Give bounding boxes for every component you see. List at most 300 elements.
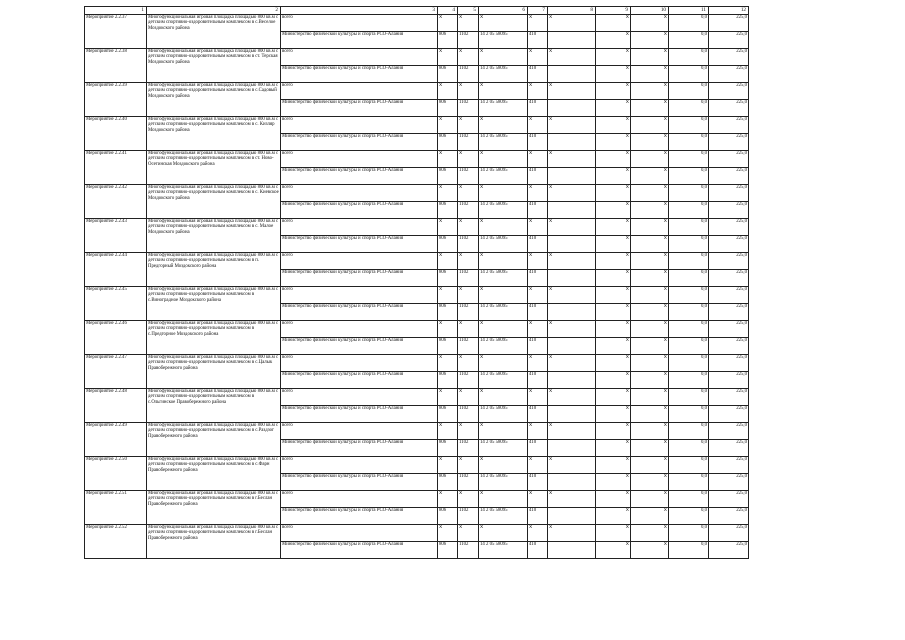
ministry-cell-c5: 14 2 05 58095 bbox=[479, 542, 528, 559]
ministry-cell-c7 bbox=[548, 474, 596, 491]
ministry-cell-c3: 806 bbox=[438, 134, 458, 151]
measure-name: Многофункциональная игровая площадка площадью 800 кв.м с детским спортивно-оздоровительным комплексом в с.Ольгинское Правобережного района bbox=[147, 389, 281, 423]
total-cell-c8: X bbox=[596, 185, 631, 202]
total-cell-c8: X bbox=[596, 525, 631, 542]
ministry-cell-c7 bbox=[548, 66, 596, 83]
ministry-cell-c6: 410 bbox=[528, 372, 548, 389]
measure-name: Многофункциональная игровая площадка площадью 800 кв.м с детским спортивно-оздоровительным комплексом в с.Веселое Моздокского района bbox=[147, 15, 281, 49]
col-number-2: 2 bbox=[147, 7, 281, 15]
total-cell-c10: 0,0 bbox=[669, 253, 709, 270]
ministry-cell-c6: 410 bbox=[528, 304, 548, 321]
row-label-ministry: Министерство физической культуры и спорта РСО-Алания bbox=[281, 372, 438, 389]
ministry-cell-c8: X bbox=[596, 542, 631, 559]
total-cell-c6: X bbox=[528, 83, 548, 100]
ministry-cell-c8: X bbox=[596, 134, 631, 151]
total-cell-c4: X bbox=[458, 457, 479, 474]
ministry-cell-c5: 14 2 05 58095 bbox=[479, 440, 528, 457]
ministry-cell-c6: 410 bbox=[528, 134, 548, 151]
measure-code: Мероприятие 2.2.42 bbox=[85, 185, 147, 219]
ministry-cell-c5: 14 2 05 58095 bbox=[479, 168, 528, 185]
total-cell-c11: 225,0 bbox=[709, 321, 749, 338]
total-cell-c7: X bbox=[548, 389, 596, 406]
measure-name: Многофункциональная игровая площадка площадью 800 кв.м с детским спортивно-оздоровительным комплексом в с. Малое Моздокского района bbox=[147, 219, 281, 253]
total-cell-c9: X bbox=[631, 525, 669, 542]
ministry-cell-c11: 225,0 bbox=[709, 304, 749, 321]
col-number-1: 1 bbox=[85, 7, 147, 15]
total-cell-c5: X bbox=[479, 117, 528, 134]
ministry-cell-c9: X bbox=[631, 508, 669, 525]
ministry-cell-c7 bbox=[548, 406, 596, 423]
total-cell-c6: X bbox=[528, 389, 548, 406]
total-cell-c4: X bbox=[458, 355, 479, 372]
ministry-cell-c3: 806 bbox=[438, 542, 458, 559]
total-cell-c5: X bbox=[479, 491, 528, 508]
ministry-cell-c7 bbox=[548, 202, 596, 219]
total-cell-c3: X bbox=[438, 423, 458, 440]
total-cell-c3: X bbox=[438, 355, 458, 372]
measure-code: Мероприятие 2.2.51 bbox=[85, 491, 147, 525]
ministry-cell-c9: X bbox=[631, 440, 669, 457]
total-cell-c6: X bbox=[528, 287, 548, 304]
table-row bbox=[85, 355, 749, 372]
row-label-ministry: Министерство физической культуры и спорта РСО-Алания bbox=[281, 508, 438, 525]
row-label-ministry: Министерство физической культуры и спорта РСО-Алания bbox=[281, 66, 438, 83]
total-cell-c10: 0,0 bbox=[669, 151, 709, 168]
total-cell-c10: 0,0 bbox=[669, 287, 709, 304]
table-row bbox=[85, 457, 749, 474]
total-cell-c11: 225,0 bbox=[709, 219, 749, 236]
ministry-cell-c3: 806 bbox=[438, 100, 458, 117]
ministry-cell-c8: X bbox=[596, 474, 631, 491]
total-cell-c3: X bbox=[438, 491, 458, 508]
col-number-10: 10 bbox=[631, 7, 669, 15]
ministry-cell-c7 bbox=[548, 32, 596, 49]
total-cell-c11: 225,0 bbox=[709, 355, 749, 372]
total-cell-c7: X bbox=[548, 151, 596, 168]
ministry-cell-c7 bbox=[548, 542, 596, 559]
row-label-ministry: Министерство физической культуры и спорта РСО-Алания bbox=[281, 304, 438, 321]
ministry-cell-c11: 225,0 bbox=[709, 236, 749, 253]
ministry-cell-c5: 14 2 05 58095 bbox=[479, 134, 528, 151]
ministry-cell-c6: 410 bbox=[528, 542, 548, 559]
table-row bbox=[85, 287, 749, 304]
ministry-cell-c3: 806 bbox=[438, 440, 458, 457]
measure-code: Мероприятие 2.2.45 bbox=[85, 287, 147, 321]
total-cell-c8: X bbox=[596, 49, 631, 66]
col-number-8: 8 bbox=[548, 7, 596, 15]
table-row bbox=[85, 491, 749, 508]
row-label-ministry: Министерство физической культуры и спорта РСО-Алания bbox=[281, 542, 438, 559]
total-cell-c3: X bbox=[438, 219, 458, 236]
row-label-ministry: Министерство физической культуры и спорта РСО-Алания bbox=[281, 236, 438, 253]
row-label-ministry: Министерство физической культуры и спорта РСО-Алания bbox=[281, 440, 438, 457]
ministry-cell-c9: X bbox=[631, 100, 669, 117]
ministry-cell-c8: X bbox=[596, 32, 631, 49]
measure-name: Многофункциональная игровая площадка площадью 800 кв.м с детским спортивно-оздоровительным комплексом в с.Предгорное Моздокского района bbox=[147, 321, 281, 355]
ministry-cell-c4: 1102 bbox=[458, 202, 479, 219]
measure-code: Мероприятие 2.2.48 bbox=[85, 389, 147, 423]
ministry-cell-c9: X bbox=[631, 270, 669, 287]
total-cell-c5: X bbox=[479, 355, 528, 372]
total-cell-c4: X bbox=[458, 491, 479, 508]
table-row bbox=[85, 117, 749, 134]
total-cell-c6: X bbox=[528, 151, 548, 168]
ministry-cell-c6: 410 bbox=[528, 168, 548, 185]
ministry-cell-c10: 0,0 bbox=[669, 32, 709, 49]
total-cell-c9: X bbox=[631, 185, 669, 202]
ministry-cell-c8: X bbox=[596, 236, 631, 253]
ministry-cell-c11: 225,0 bbox=[709, 32, 749, 49]
ministry-cell-c5: 14 2 05 58095 bbox=[479, 100, 528, 117]
ministry-cell-c7 bbox=[548, 100, 596, 117]
table-row bbox=[85, 49, 749, 66]
table-row bbox=[85, 219, 749, 236]
ministry-cell-c11: 225,0 bbox=[709, 440, 749, 457]
budget-measures-table-page bbox=[84, 6, 749, 559]
col-number-11: 11 bbox=[669, 7, 709, 15]
total-cell-c4: X bbox=[458, 15, 479, 32]
ministry-cell-c5: 14 2 05 58095 bbox=[479, 474, 528, 491]
total-cell-c10: 0,0 bbox=[669, 83, 709, 100]
total-cell-c9: X bbox=[631, 15, 669, 32]
total-cell-c6: X bbox=[528, 185, 548, 202]
measure-code: Мероприятие 2.2.44 bbox=[85, 253, 147, 287]
total-cell-c6: X bbox=[528, 423, 548, 440]
total-cell-c3: X bbox=[438, 15, 458, 32]
total-cell-c4: X bbox=[458, 219, 479, 236]
ministry-cell-c10: 0,0 bbox=[669, 440, 709, 457]
ministry-cell-c7 bbox=[548, 304, 596, 321]
ministry-cell-c4: 1102 bbox=[458, 168, 479, 185]
total-cell-c3: X bbox=[438, 389, 458, 406]
total-cell-c9: X bbox=[631, 49, 669, 66]
ministry-cell-c11: 225,0 bbox=[709, 542, 749, 559]
ministry-cell-c9: X bbox=[631, 134, 669, 151]
total-cell-c5: X bbox=[479, 83, 528, 100]
total-cell-c5: X bbox=[479, 423, 528, 440]
total-cell-c9: X bbox=[631, 83, 669, 100]
total-cell-c6: X bbox=[528, 253, 548, 270]
total-cell-c10: 0,0 bbox=[669, 525, 709, 542]
ministry-cell-c6: 410 bbox=[528, 66, 548, 83]
ministry-cell-c11: 225,0 bbox=[709, 134, 749, 151]
ministry-cell-c7 bbox=[548, 338, 596, 355]
total-cell-c4: X bbox=[458, 83, 479, 100]
row-label-total: всего bbox=[281, 151, 438, 168]
total-cell-c7: X bbox=[548, 117, 596, 134]
ministry-cell-c5: 14 2 05 58095 bbox=[479, 202, 528, 219]
column-number-row bbox=[85, 7, 749, 15]
row-label-total: всего bbox=[281, 321, 438, 338]
total-cell-c5: X bbox=[479, 151, 528, 168]
total-cell-c9: X bbox=[631, 151, 669, 168]
total-cell-c11: 225,0 bbox=[709, 423, 749, 440]
col-number-6: 6 bbox=[479, 7, 528, 15]
row-label-ministry: Министерство физической культуры и спорта РСО-Алания bbox=[281, 338, 438, 355]
total-cell-c5: X bbox=[479, 321, 528, 338]
measure-name: Многофункциональная игровая площадка площадью 800 кв.м с детским спортивно-оздоровительным комплексом в п. Предгорный Моздокского района bbox=[147, 253, 281, 287]
ministry-cell-c8: X bbox=[596, 338, 631, 355]
total-cell-c11: 225,0 bbox=[709, 525, 749, 542]
total-cell-c6: X bbox=[528, 525, 548, 542]
total-cell-c10: 0,0 bbox=[669, 355, 709, 372]
total-cell-c6: X bbox=[528, 15, 548, 32]
measure-code: Мероприятие 2.2.39 bbox=[85, 83, 147, 117]
ministry-cell-c3: 806 bbox=[438, 508, 458, 525]
measure-code: Мероприятие 2.2.38 bbox=[85, 49, 147, 83]
measure-code: Мероприятие 2.2.37 bbox=[85, 15, 147, 49]
total-cell-c11: 225,0 bbox=[709, 117, 749, 134]
total-cell-c8: X bbox=[596, 423, 631, 440]
total-cell-c6: X bbox=[528, 321, 548, 338]
ministry-cell-c10: 0,0 bbox=[669, 168, 709, 185]
total-cell-c9: X bbox=[631, 253, 669, 270]
ministry-cell-c3: 806 bbox=[438, 236, 458, 253]
ministry-cell-c8: X bbox=[596, 508, 631, 525]
measures-table bbox=[84, 6, 749, 559]
ministry-cell-c6: 410 bbox=[528, 406, 548, 423]
ministry-cell-c7 bbox=[548, 134, 596, 151]
ministry-cell-c6: 410 bbox=[528, 440, 548, 457]
ministry-cell-c8: X bbox=[596, 372, 631, 389]
ministry-cell-c4: 1102 bbox=[458, 372, 479, 389]
ministry-cell-c3: 806 bbox=[438, 372, 458, 389]
total-cell-c3: X bbox=[438, 457, 458, 474]
col-number-5: 5 bbox=[458, 7, 479, 15]
total-cell-c5: X bbox=[479, 525, 528, 542]
ministry-cell-c3: 806 bbox=[438, 168, 458, 185]
ministry-cell-c9: X bbox=[631, 542, 669, 559]
ministry-cell-c3: 806 bbox=[438, 270, 458, 287]
total-cell-c11: 225,0 bbox=[709, 185, 749, 202]
total-cell-c4: X bbox=[458, 117, 479, 134]
total-cell-c10: 0,0 bbox=[669, 389, 709, 406]
total-cell-c4: X bbox=[458, 287, 479, 304]
ministry-cell-c4: 1102 bbox=[458, 236, 479, 253]
total-cell-c8: X bbox=[596, 83, 631, 100]
ministry-cell-c10: 0,0 bbox=[669, 508, 709, 525]
ministry-cell-c11: 225,0 bbox=[709, 66, 749, 83]
measure-name: Многофункциональная игровая площадка площадью 800 кв.м с детским спортивно-оздоровительным комплексом в с.Фарн Правобережного района bbox=[147, 457, 281, 491]
ministry-cell-c11: 225,0 bbox=[709, 168, 749, 185]
ministry-cell-c4: 1102 bbox=[458, 32, 479, 49]
measure-code: Мероприятие 2.2.41 bbox=[85, 151, 147, 185]
row-label-total: всего bbox=[281, 389, 438, 406]
measure-name: Многофункциональная игровая площадка площадью 800 кв.м с детским спортивно-оздоровительным комплексом в г.Беслан Правобережного района bbox=[147, 525, 281, 559]
ministry-cell-c8: X bbox=[596, 440, 631, 457]
ministry-cell-c10: 0,0 bbox=[669, 304, 709, 321]
total-cell-c8: X bbox=[596, 355, 631, 372]
total-cell-c3: X bbox=[438, 151, 458, 168]
total-cell-c10: 0,0 bbox=[669, 491, 709, 508]
total-cell-c5: X bbox=[479, 185, 528, 202]
total-cell-c4: X bbox=[458, 151, 479, 168]
total-cell-c7: X bbox=[548, 219, 596, 236]
ministry-cell-c10: 0,0 bbox=[669, 202, 709, 219]
ministry-cell-c9: X bbox=[631, 236, 669, 253]
ministry-cell-c11: 225,0 bbox=[709, 372, 749, 389]
ministry-cell-c5: 14 2 05 58095 bbox=[479, 338, 528, 355]
row-label-ministry: Министерство физической культуры и спорта РСО-Алания bbox=[281, 270, 438, 287]
total-cell-c4: X bbox=[458, 253, 479, 270]
table-row bbox=[85, 321, 749, 338]
ministry-cell-c3: 806 bbox=[438, 406, 458, 423]
measure-name: Многофункциональная игровая площадка площадью 800 кв.м с детским спортивно-оздоровительным комплексом в с. Киевское Моздокского района bbox=[147, 185, 281, 219]
ministry-cell-c7 bbox=[548, 270, 596, 287]
measure-code: Мероприятие 2.2.52 bbox=[85, 525, 147, 559]
ministry-cell-c9: X bbox=[631, 372, 669, 389]
ministry-cell-c11: 225,0 bbox=[709, 338, 749, 355]
ministry-cell-c4: 1102 bbox=[458, 338, 479, 355]
ministry-cell-c10: 0,0 bbox=[669, 270, 709, 287]
total-cell-c8: X bbox=[596, 389, 631, 406]
row-label-ministry: Министерство физической культуры и спорта РСО-Алания bbox=[281, 100, 438, 117]
measure-code: Мероприятие 2.2.50 bbox=[85, 457, 147, 491]
total-cell-c4: X bbox=[458, 49, 479, 66]
table-row bbox=[85, 15, 749, 32]
total-cell-c11: 225,0 bbox=[709, 457, 749, 474]
table-row bbox=[85, 389, 749, 406]
ministry-cell-c6: 410 bbox=[528, 202, 548, 219]
total-cell-c4: X bbox=[458, 185, 479, 202]
ministry-cell-c9: X bbox=[631, 66, 669, 83]
ministry-cell-c5: 14 2 05 58095 bbox=[479, 66, 528, 83]
table-row bbox=[85, 151, 749, 168]
total-cell-c7: X bbox=[548, 253, 596, 270]
total-cell-c7: X bbox=[548, 525, 596, 542]
row-label-total: всего bbox=[281, 525, 438, 542]
ministry-cell-c9: X bbox=[631, 202, 669, 219]
total-cell-c7: X bbox=[548, 287, 596, 304]
ministry-cell-c10: 0,0 bbox=[669, 406, 709, 423]
ministry-cell-c8: X bbox=[596, 304, 631, 321]
ministry-cell-c4: 1102 bbox=[458, 304, 479, 321]
row-label-ministry: Министерство физической культуры и спорта РСО-Алания bbox=[281, 134, 438, 151]
total-cell-c11: 225,0 bbox=[709, 151, 749, 168]
ministry-cell-c4: 1102 bbox=[458, 440, 479, 457]
row-label-total: всего bbox=[281, 253, 438, 270]
ministry-cell-c7 bbox=[548, 440, 596, 457]
measure-name: Многофункциональная игровая площадка площадью 800 кв.м с детским спортивно-оздоровительным комплексом в с.Виноградное Моздокского района bbox=[147, 287, 281, 321]
col-number-9: 9 bbox=[596, 7, 631, 15]
total-cell-c10: 0,0 bbox=[669, 321, 709, 338]
total-cell-c9: X bbox=[631, 457, 669, 474]
total-cell-c3: X bbox=[438, 525, 458, 542]
total-cell-c4: X bbox=[458, 423, 479, 440]
ministry-cell-c9: X bbox=[631, 32, 669, 49]
ministry-cell-c6: 410 bbox=[528, 270, 548, 287]
ministry-cell-c11: 225,0 bbox=[709, 100, 749, 117]
table-row bbox=[85, 253, 749, 270]
ministry-cell-c3: 806 bbox=[438, 66, 458, 83]
ministry-cell-c10: 0,0 bbox=[669, 474, 709, 491]
total-cell-c5: X bbox=[479, 253, 528, 270]
total-cell-c11: 225,0 bbox=[709, 491, 749, 508]
total-cell-c10: 0,0 bbox=[669, 117, 709, 134]
measure-name: Многофункциональная игровая площадка площадью 800 кв.м с детским спортивно-оздоровительным комплексом в с. Кизляр Моздокского района bbox=[147, 117, 281, 151]
total-cell-c9: X bbox=[631, 117, 669, 134]
measure-name: Многофункциональная игровая площадка площадью 800 кв.м с детским спортивно-оздоровительным комплексом в с.Садовый Моздокского района bbox=[147, 83, 281, 117]
total-cell-c3: X bbox=[438, 83, 458, 100]
row-label-ministry: Министерство физической культуры и спорта РСО-Алания bbox=[281, 168, 438, 185]
total-cell-c7: X bbox=[548, 491, 596, 508]
ministry-cell-c10: 0,0 bbox=[669, 338, 709, 355]
col-number-3: 3 bbox=[281, 7, 438, 15]
row-label-total: всего bbox=[281, 83, 438, 100]
row-label-total: всего bbox=[281, 15, 438, 32]
measure-name: Многофункциональная игровая площадка площадью 800 кв.м с детским спортивно-оздоровительным комплексом в ст. Ново-Осетинская Моздокского района bbox=[147, 151, 281, 185]
ministry-cell-c7 bbox=[548, 168, 596, 185]
ministry-cell-c10: 0,0 bbox=[669, 372, 709, 389]
total-cell-c8: X bbox=[596, 219, 631, 236]
ministry-cell-c11: 225,0 bbox=[709, 508, 749, 525]
ministry-cell-c6: 410 bbox=[528, 474, 548, 491]
total-cell-c6: X bbox=[528, 457, 548, 474]
ministry-cell-c6: 410 bbox=[528, 338, 548, 355]
ministry-cell-c7 bbox=[548, 508, 596, 525]
total-cell-c11: 225,0 bbox=[709, 389, 749, 406]
measure-code: Мероприятие 2.2.47 bbox=[85, 355, 147, 389]
total-cell-c10: 0,0 bbox=[669, 457, 709, 474]
ministry-cell-c4: 1102 bbox=[458, 100, 479, 117]
total-cell-c5: X bbox=[479, 49, 528, 66]
measure-code: Мероприятие 2.2.40 bbox=[85, 117, 147, 151]
table-row bbox=[85, 185, 749, 202]
row-label-total: всего bbox=[281, 117, 438, 134]
ministry-cell-c6: 410 bbox=[528, 100, 548, 117]
ministry-cell-c5: 14 2 05 58095 bbox=[479, 304, 528, 321]
total-cell-c9: X bbox=[631, 491, 669, 508]
total-cell-c8: X bbox=[596, 491, 631, 508]
total-cell-c8: X bbox=[596, 117, 631, 134]
measure-name: Многофункциональная игровая площадка площадью 800 кв.м с детским спортивно-оздоровительным комплексом в г.Беслан Правобережного района bbox=[147, 491, 281, 525]
table-row bbox=[85, 423, 749, 440]
ministry-cell-c11: 225,0 bbox=[709, 406, 749, 423]
total-cell-c11: 225,0 bbox=[709, 15, 749, 32]
ministry-cell-c5: 14 2 05 58095 bbox=[479, 32, 528, 49]
ministry-cell-c8: X bbox=[596, 406, 631, 423]
ministry-cell-c8: X bbox=[596, 66, 631, 83]
ministry-cell-c8: X bbox=[596, 168, 631, 185]
ministry-cell-c10: 0,0 bbox=[669, 542, 709, 559]
total-cell-c5: X bbox=[479, 389, 528, 406]
ministry-cell-c11: 225,0 bbox=[709, 270, 749, 287]
row-label-total: всего bbox=[281, 185, 438, 202]
total-cell-c7: X bbox=[548, 423, 596, 440]
row-label-ministry: Министерство физической культуры и спорта РСО-Алания bbox=[281, 32, 438, 49]
ministry-cell-c4: 1102 bbox=[458, 270, 479, 287]
total-cell-c10: 0,0 bbox=[669, 15, 709, 32]
table-row bbox=[85, 525, 749, 542]
total-cell-c8: X bbox=[596, 457, 631, 474]
total-cell-c6: X bbox=[528, 355, 548, 372]
ministry-cell-c4: 1102 bbox=[458, 542, 479, 559]
ministry-cell-c4: 1102 bbox=[458, 508, 479, 525]
total-cell-c8: X bbox=[596, 151, 631, 168]
total-cell-c7: X bbox=[548, 83, 596, 100]
measure-name: Многофункциональная игровая площадка площадью 800 кв.м с детским спортивно-оздоровительным комплексом в с.Раздзог Правобережного района bbox=[147, 423, 281, 457]
ministry-cell-c7 bbox=[548, 372, 596, 389]
row-label-total: всего bbox=[281, 355, 438, 372]
ministry-cell-c3: 806 bbox=[438, 202, 458, 219]
total-cell-c9: X bbox=[631, 423, 669, 440]
total-cell-c10: 0,0 bbox=[669, 185, 709, 202]
total-cell-c7: X bbox=[548, 185, 596, 202]
col-number-4: 4 bbox=[438, 7, 458, 15]
total-cell-c6: X bbox=[528, 49, 548, 66]
ministry-cell-c6: 410 bbox=[528, 508, 548, 525]
total-cell-c9: X bbox=[631, 355, 669, 372]
